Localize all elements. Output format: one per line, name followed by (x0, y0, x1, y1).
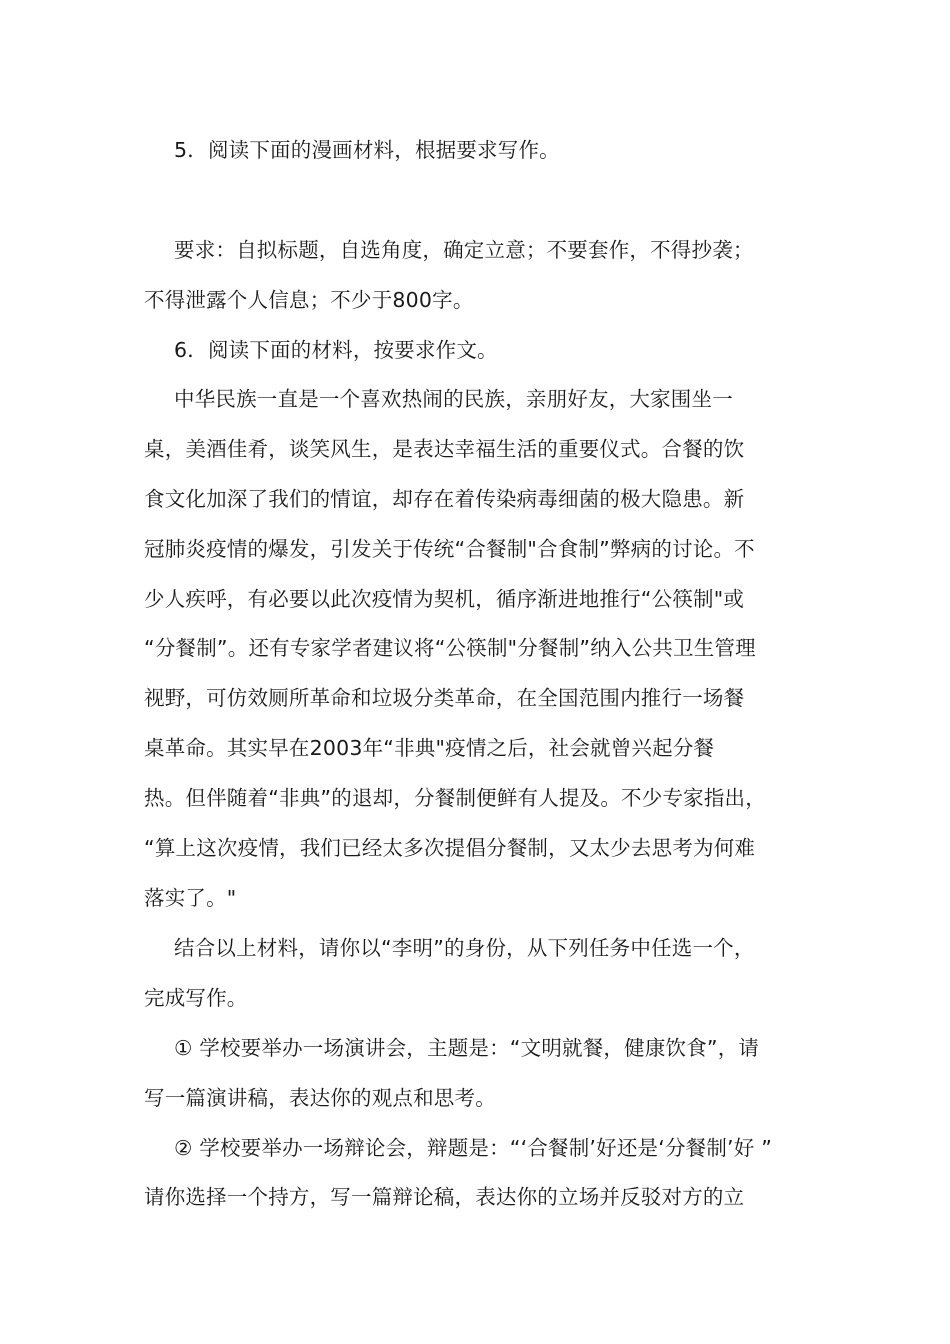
material-paragraph-line: 桌，美酒佳肴，谈笑风生，是表达幸福生活的重要仪式。合餐的饮 (144, 437, 745, 461)
question-5-prompt: 5．阅读下面的漫画材料，根据要求写作。 (174, 138, 560, 162)
material-paragraph-line: “分餐制”。还有专家学者建议将“公筷制"分餐制”纳入公共卫生管理 (144, 636, 756, 660)
task-instruction-line: 结合以上材料，请你以“李明”的身份，从下列任务中任选一个， (174, 936, 755, 960)
task-option-2-line: 请你选择一个持方，写一篇辩论稿，表达你的立场并反驳对方的立 (144, 1185, 745, 1209)
material-paragraph-line: 少人疾呼，有必要以此次疫情为契机，循序渐进地推行“公筷制"或 (144, 587, 745, 611)
requirement-line: 要求：自拟标题，自选角度，确定立意；不要套作，不得抄袭； (174, 238, 754, 262)
material-paragraph-line: 桌革命。其实早在2003年“非典"疫情之后，社会就曾兴起分餐 (144, 736, 715, 760)
task-option-2-line: ② 学校要举办一场辩论会，辩题是：“‘合餐制’好还是‘分餐制’好 ” (174, 1136, 773, 1160)
material-paragraph-line: 冠肺炎疫情的爆发，引发关于传统“合餐制"合食制”弊病的讨论。不 (144, 537, 755, 561)
material-paragraph-line: 落实了。" (144, 886, 237, 910)
material-paragraph-line: 热。但伴随着“非典”的退却，分餐制便鲜有人提及。不少专家指出， (144, 786, 766, 810)
question-6-prompt: 6．阅读下面的材料，按要求作文。 (174, 338, 498, 362)
task-instruction-line: 完成写作。 (144, 986, 248, 1010)
task-option-1-line: ① 学校要举办一场演讲会，主题是：“文明就餐，健康饮食”，请 (174, 1036, 760, 1060)
material-paragraph-line: 中华民族一直是一个喜欢热闹的民族，亲朋好友，大家围坐一 (174, 387, 733, 411)
material-paragraph-line: 视野，可仿效厕所革命和垃圾分类革命，在全国范围内推行一场餐 (144, 686, 745, 710)
material-paragraph-line: 食文化加深了我们的情谊，却存在着传染病毒细菌的极大隐患。新 (144, 487, 745, 511)
requirement-line: 不得泄露个人信息；不少于800字。 (144, 288, 474, 312)
task-option-1-line: 写一篇演讲稿，表达你的观点和思考。 (144, 1086, 496, 1110)
material-paragraph-line: “算上这次疫情，我们已经太多次提倡分餐制，又太少去思考为何难 (144, 836, 756, 860)
